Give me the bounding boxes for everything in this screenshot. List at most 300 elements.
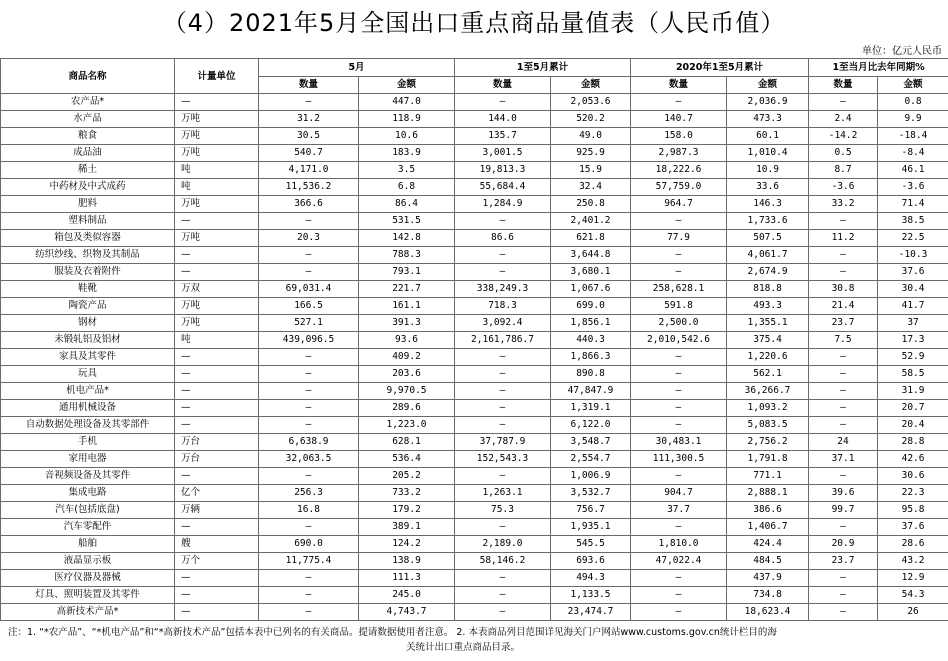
header-sub: 数量: [455, 77, 551, 94]
row-value-cell: 904.7: [631, 485, 727, 502]
row-value-cell: 389.1: [359, 519, 455, 536]
row-value-cell: 1,791.8: [727, 451, 809, 468]
row-value-cell: 11.2: [809, 230, 878, 247]
row-value-cell: —: [631, 604, 727, 621]
row-value-cell: 42.6: [878, 451, 948, 468]
row-unit-cell: —: [175, 417, 259, 434]
row-value-cell: 39.6: [809, 485, 878, 502]
row-value-cell: 2,554.7: [551, 451, 631, 468]
header-group-2020-ytd: 2020年1至5月累计: [631, 59, 809, 77]
table-row: [1, 383, 948, 400]
row-value-cell: 5,083.5: [727, 417, 809, 434]
row-value-cell: 20.7: [878, 400, 948, 417]
row-value-cell: 2,674.9: [727, 264, 809, 281]
table-row: [1, 349, 948, 366]
row-value-cell: 3,644.8: [551, 247, 631, 264]
footnote: [8, 625, 943, 655]
row-value-cell: —: [259, 400, 359, 417]
row-name-cell: 肥料: [1, 196, 175, 213]
row-value-cell: —: [809, 587, 878, 604]
row-value-cell: 23.7: [809, 315, 878, 332]
row-name-cell: 船舶: [1, 536, 175, 553]
row-value-cell: 424.4: [727, 536, 809, 553]
row-value-cell: 1,406.7: [727, 519, 809, 536]
row-value-cell: 690.0: [259, 536, 359, 553]
row-value-cell: 2,161,786.7: [455, 332, 551, 349]
row-value-cell: —: [631, 366, 727, 383]
row-value-cell: -3.6: [878, 179, 948, 196]
row-unit-cell: —: [175, 604, 259, 621]
row-value-cell: 771.1: [727, 468, 809, 485]
row-value-cell: 3,532.7: [551, 485, 631, 502]
row-value-cell: 366.6: [259, 196, 359, 213]
row-unit-cell: —: [175, 468, 259, 485]
row-value-cell: 41.7: [878, 298, 948, 315]
table-row: [1, 519, 948, 536]
row-value-cell: 375.4: [727, 332, 809, 349]
row-value-cell: 32,063.5: [259, 451, 359, 468]
row-value-cell: 31.9: [878, 383, 948, 400]
row-value-cell: 49.0: [551, 128, 631, 145]
header-sub: 数量: [631, 77, 727, 94]
row-value-cell: 140.7: [631, 111, 727, 128]
row-value-cell: —: [809, 468, 878, 485]
row-value-cell: 2,401.2: [551, 213, 631, 230]
row-value-cell: —: [631, 383, 727, 400]
row-value-cell: 1,284.9: [455, 196, 551, 213]
row-value-cell: —: [259, 570, 359, 587]
row-name-cell: 液晶显示板: [1, 553, 175, 570]
row-value-cell: 8.7: [809, 162, 878, 179]
row-value-cell: 75.3: [455, 502, 551, 519]
row-value-cell: —: [259, 94, 359, 111]
row-value-cell: 447.0: [359, 94, 455, 111]
row-value-cell: 142.8: [359, 230, 455, 247]
row-unit-cell: —: [175, 264, 259, 281]
table-row: [1, 604, 948, 621]
row-value-cell: 536.4: [359, 451, 455, 468]
row-value-cell: 43.2: [878, 553, 948, 570]
row-unit-cell: 亿个: [175, 485, 259, 502]
table-row: [1, 179, 948, 196]
row-value-cell: 135.7: [455, 128, 551, 145]
row-value-cell: —: [259, 587, 359, 604]
header-sub: 金额: [878, 77, 948, 94]
table-row: [1, 111, 948, 128]
table-row: [1, 417, 948, 434]
row-name-cell: 机电产品*: [1, 383, 175, 400]
row-value-cell: 1,319.1: [551, 400, 631, 417]
row-name-cell: 粮食: [1, 128, 175, 145]
row-value-cell: 733.2: [359, 485, 455, 502]
row-value-cell: 161.1: [359, 298, 455, 315]
row-value-cell: —: [455, 519, 551, 536]
row-value-cell: 158.0: [631, 128, 727, 145]
row-value-cell: 9,970.5: [359, 383, 455, 400]
row-value-cell: —: [809, 94, 878, 111]
row-value-cell: 545.5: [551, 536, 631, 553]
row-value-cell: 3,092.4: [455, 315, 551, 332]
row-value-cell: 0.8: [878, 94, 948, 111]
row-value-cell: 111,300.5: [631, 451, 727, 468]
row-value-cell: —: [259, 264, 359, 281]
row-value-cell: —: [631, 587, 727, 604]
row-value-cell: 20.3: [259, 230, 359, 247]
row-value-cell: 1,355.1: [727, 315, 809, 332]
row-value-cell: —: [809, 604, 878, 621]
row-value-cell: —: [631, 570, 727, 587]
row-value-cell: -14.2: [809, 128, 878, 145]
row-value-cell: 118.9: [359, 111, 455, 128]
row-value-cell: —: [809, 366, 878, 383]
row-value-cell: 409.2: [359, 349, 455, 366]
row-value-cell: 1,263.1: [455, 485, 551, 502]
table-row: [1, 162, 948, 179]
row-value-cell: 36,266.7: [727, 383, 809, 400]
row-value-cell: 2,189.0: [455, 536, 551, 553]
row-value-cell: 527.1: [259, 315, 359, 332]
row-value-cell: 493.3: [727, 298, 809, 315]
row-value-cell: 1,935.1: [551, 519, 631, 536]
row-unit-cell: —: [175, 213, 259, 230]
row-value-cell: 1,133.5: [551, 587, 631, 604]
row-value-cell: —: [455, 383, 551, 400]
row-value-cell: 890.8: [551, 366, 631, 383]
page-title: （4）2021年5月全国出口重点商品量值表（人民币值）: [162, 8, 786, 37]
row-unit-cell: 万吨: [175, 230, 259, 247]
row-value-cell: —: [259, 383, 359, 400]
row-value-cell: —: [455, 247, 551, 264]
row-value-cell: 47,022.4: [631, 553, 727, 570]
row-unit-cell: 万吨: [175, 111, 259, 128]
row-value-cell: 2,888.1: [727, 485, 809, 502]
row-name-cell: 未锻轧铝及铝材: [1, 332, 175, 349]
row-value-cell: 1,067.6: [551, 281, 631, 298]
row-value-cell: 440.3: [551, 332, 631, 349]
table-row: [1, 366, 948, 383]
row-value-cell: 9.9: [878, 111, 948, 128]
row-value-cell: —: [809, 400, 878, 417]
row-value-cell: 3,001.5: [455, 145, 551, 162]
row-value-cell: 221.7: [359, 281, 455, 298]
row-value-cell: 10.6: [359, 128, 455, 145]
table-row: [1, 332, 948, 349]
table-row: [1, 298, 948, 315]
row-value-cell: 3,548.7: [551, 434, 631, 451]
row-unit-cell: 万吨: [175, 145, 259, 162]
row-name-cell: 集成电路: [1, 485, 175, 502]
row-unit-cell: 艘: [175, 536, 259, 553]
row-name-cell: 服装及衣着附件: [1, 264, 175, 281]
row-unit-cell: 吨: [175, 179, 259, 196]
row-value-cell: 22.3: [878, 485, 948, 502]
header-sub: 数量: [259, 77, 359, 94]
header-group-yoy: 1至当月比去年同期%: [809, 59, 948, 77]
table-row: [1, 434, 948, 451]
row-value-cell: 26: [878, 604, 948, 621]
row-value-cell: 531.5: [359, 213, 455, 230]
row-value-cell: 99.7: [809, 502, 878, 519]
row-value-cell: 22.5: [878, 230, 948, 247]
row-value-cell: —: [631, 264, 727, 281]
row-value-cell: 21.4: [809, 298, 878, 315]
footnote-line-2: 关统计出口重点商品目录。: [406, 642, 521, 653]
row-value-cell: —: [809, 519, 878, 536]
row-unit-cell: —: [175, 519, 259, 536]
row-value-cell: 439,096.5: [259, 332, 359, 349]
row-value-cell: —: [809, 383, 878, 400]
row-name-cell: 医疗仪器及器械: [1, 570, 175, 587]
row-value-cell: 46.1: [878, 162, 948, 179]
row-name-cell: 钢材: [1, 315, 175, 332]
row-value-cell: -18.4: [878, 128, 948, 145]
row-value-cell: 4,171.0: [259, 162, 359, 179]
row-value-cell: 55,684.4: [455, 179, 551, 196]
row-value-cell: 1,006.9: [551, 468, 631, 485]
row-unit-cell: 吨: [175, 332, 259, 349]
row-value-cell: 1,866.3: [551, 349, 631, 366]
row-value-cell: 166.5: [259, 298, 359, 315]
table-body: [1, 94, 948, 621]
row-value-cell: 964.7: [631, 196, 727, 213]
row-value-cell: 793.1: [359, 264, 455, 281]
row-value-cell: 30.4: [878, 281, 948, 298]
row-value-cell: 146.3: [727, 196, 809, 213]
row-value-cell: 391.3: [359, 315, 455, 332]
row-value-cell: —: [259, 468, 359, 485]
row-value-cell: 2,987.3: [631, 145, 727, 162]
row-unit-cell: —: [175, 570, 259, 587]
row-value-cell: 20.9: [809, 536, 878, 553]
row-value-cell: 338,249.3: [455, 281, 551, 298]
table-row: [1, 468, 948, 485]
row-value-cell: 37.6: [878, 264, 948, 281]
row-value-cell: 437.9: [727, 570, 809, 587]
row-value-cell: 693.6: [551, 553, 631, 570]
row-value-cell: —: [455, 604, 551, 621]
table-row: [1, 315, 948, 332]
row-value-cell: 152,543.3: [455, 451, 551, 468]
row-name-cell: 玩具: [1, 366, 175, 383]
row-value-cell: 1,220.6: [727, 349, 809, 366]
row-value-cell: 58,146.2: [455, 553, 551, 570]
row-unit-cell: 万台: [175, 434, 259, 451]
row-value-cell: —: [809, 264, 878, 281]
row-unit-cell: —: [175, 366, 259, 383]
row-value-cell: 7.5: [809, 332, 878, 349]
row-name-cell: 灯具、照明装置及其零件: [1, 587, 175, 604]
row-name-cell: 稀土: [1, 162, 175, 179]
row-value-cell: 47,847.9: [551, 383, 631, 400]
row-value-cell: 925.9: [551, 145, 631, 162]
row-name-cell: 水产品: [1, 111, 175, 128]
row-value-cell: —: [455, 468, 551, 485]
table-row: [1, 570, 948, 587]
row-value-cell: 507.5: [727, 230, 809, 247]
row-value-cell: 31.2: [259, 111, 359, 128]
row-value-cell: 1,733.6: [727, 213, 809, 230]
row-unit-cell: 万吨: [175, 128, 259, 145]
row-value-cell: 788.3: [359, 247, 455, 264]
row-value-cell: 628.1: [359, 434, 455, 451]
row-unit-cell: —: [175, 400, 259, 417]
row-value-cell: 77.9: [631, 230, 727, 247]
header-sub: 数量: [809, 77, 878, 94]
row-value-cell: —: [455, 400, 551, 417]
row-value-cell: 818.8: [727, 281, 809, 298]
row-value-cell: —: [259, 247, 359, 264]
row-value-cell: —: [455, 213, 551, 230]
row-unit-cell: 万辆: [175, 502, 259, 519]
row-value-cell: 258,628.1: [631, 281, 727, 298]
row-value-cell: —: [455, 417, 551, 434]
row-value-cell: 10.9: [727, 162, 809, 179]
row-value-cell: 386.6: [727, 502, 809, 519]
row-value-cell: —: [259, 349, 359, 366]
row-value-cell: 33.6: [727, 179, 809, 196]
row-value-cell: 144.0: [455, 111, 551, 128]
footnote-line-1: 注：1. “*农产品”、“*机电产品”和“*高新技术产品”包括本表中已列名的有关商品。提请数据使用者注意。 2. 本表商品列目范围详见海关门户网站www.customs.gov.cn统计栏目的海: [8, 627, 777, 638]
data-table: [0, 58, 948, 621]
row-unit-cell: 万吨: [175, 196, 259, 213]
header-sub: 金额: [359, 77, 455, 94]
row-value-cell: 38.5: [878, 213, 948, 230]
row-value-cell: 1,010.4: [727, 145, 809, 162]
row-value-cell: 699.0: [551, 298, 631, 315]
unit-label: 单位：亿元人民币: [862, 46, 942, 57]
row-value-cell: 30,483.1: [631, 434, 727, 451]
row-value-cell: —: [631, 213, 727, 230]
row-value-cell: 2,010,542.6: [631, 332, 727, 349]
row-unit-cell: 万个: [175, 553, 259, 570]
row-value-cell: 37.1: [809, 451, 878, 468]
row-value-cell: —: [631, 519, 727, 536]
table-row: [1, 281, 948, 298]
row-value-cell: 30.8: [809, 281, 878, 298]
row-value-cell: 37.6: [878, 519, 948, 536]
row-value-cell: 540.7: [259, 145, 359, 162]
row-value-cell: 2,036.9: [727, 94, 809, 111]
row-value-cell: 18,623.4: [727, 604, 809, 621]
row-value-cell: 621.8: [551, 230, 631, 247]
row-value-cell: 756.7: [551, 502, 631, 519]
row-value-cell: 562.1: [727, 366, 809, 383]
row-name-cell: 鞋靴: [1, 281, 175, 298]
row-value-cell: 33.2: [809, 196, 878, 213]
table-row: [1, 128, 948, 145]
row-name-cell: 成品油: [1, 145, 175, 162]
row-name-cell: 农产品*: [1, 94, 175, 111]
row-name-cell: 汽车零配件: [1, 519, 175, 536]
row-name-cell: 箱包及类似容器: [1, 230, 175, 247]
row-value-cell: 16.8: [259, 502, 359, 519]
table-row: [1, 536, 948, 553]
row-value-cell: 23.7: [809, 553, 878, 570]
row-value-cell: —: [809, 570, 878, 587]
row-value-cell: —: [455, 349, 551, 366]
row-unit-cell: —: [175, 94, 259, 111]
row-value-cell: —: [455, 94, 551, 111]
row-value-cell: 734.8: [727, 587, 809, 604]
header-group-ytd: 1至5月累计: [455, 59, 631, 77]
row-value-cell: 30.5: [259, 128, 359, 145]
row-value-cell: 1,810.0: [631, 536, 727, 553]
row-value-cell: 3.5: [359, 162, 455, 179]
row-value-cell: 2,756.2: [727, 434, 809, 451]
row-value-cell: 179.2: [359, 502, 455, 519]
row-value-cell: —: [809, 417, 878, 434]
row-value-cell: 124.2: [359, 536, 455, 553]
row-unit-cell: 万吨: [175, 315, 259, 332]
row-value-cell: —: [631, 349, 727, 366]
table-row: [1, 502, 948, 519]
row-value-cell: 23,474.7: [551, 604, 631, 621]
row-unit-cell: 吨: [175, 162, 259, 179]
row-unit-cell: —: [175, 383, 259, 400]
row-name-cell: 陶瓷产品: [1, 298, 175, 315]
row-value-cell: 494.3: [551, 570, 631, 587]
table-row: [1, 213, 948, 230]
row-name-cell: 手机: [1, 434, 175, 451]
row-value-cell: 24: [809, 434, 878, 451]
row-value-cell: 86.6: [455, 230, 551, 247]
table-row: [1, 145, 948, 162]
row-value-cell: 71.4: [878, 196, 948, 213]
row-value-cell: 591.8: [631, 298, 727, 315]
table-header: [1, 59, 948, 94]
table-row: [1, 587, 948, 604]
row-name-cell: 高新技术产品*: [1, 604, 175, 621]
row-value-cell: 1,856.1: [551, 315, 631, 332]
row-value-cell: 69,031.4: [259, 281, 359, 298]
row-value-cell: 11,536.2: [259, 179, 359, 196]
row-value-cell: 205.2: [359, 468, 455, 485]
row-value-cell: 2.4: [809, 111, 878, 128]
row-unit-cell: —: [175, 587, 259, 604]
row-value-cell: 484.5: [727, 553, 809, 570]
row-value-cell: 30.6: [878, 468, 948, 485]
row-value-cell: 95.8: [878, 502, 948, 519]
row-value-cell: 93.6: [359, 332, 455, 349]
row-name-cell: 自动数据处理设备及其零部件: [1, 417, 175, 434]
row-name-cell: 家具及其零件: [1, 349, 175, 366]
row-value-cell: 4,061.7: [727, 247, 809, 264]
row-value-cell: 138.9: [359, 553, 455, 570]
row-value-cell: —: [455, 570, 551, 587]
table-row: [1, 196, 948, 213]
row-value-cell: 1,223.0: [359, 417, 455, 434]
row-value-cell: —: [259, 213, 359, 230]
row-name-cell: 纺织纱线、织物及其制品: [1, 247, 175, 264]
row-value-cell: 6,638.9: [259, 434, 359, 451]
row-value-cell: —: [631, 247, 727, 264]
header-unit: 计量单位: [175, 59, 259, 94]
row-value-cell: 12.9: [878, 570, 948, 587]
row-value-cell: —: [809, 247, 878, 264]
row-value-cell: 17.3: [878, 332, 948, 349]
row-value-cell: -3.6: [809, 179, 878, 196]
row-value-cell: —: [259, 519, 359, 536]
row-value-cell: 20.4: [878, 417, 948, 434]
row-value-cell: 250.8: [551, 196, 631, 213]
row-name-cell: 塑料制品: [1, 213, 175, 230]
table-row: [1, 247, 948, 264]
row-value-cell: 1,093.2: [727, 400, 809, 417]
row-value-cell: —: [455, 366, 551, 383]
row-unit-cell: —: [175, 349, 259, 366]
row-value-cell: 37.7: [631, 502, 727, 519]
row-name-cell: 汽车(包括底盘): [1, 502, 175, 519]
